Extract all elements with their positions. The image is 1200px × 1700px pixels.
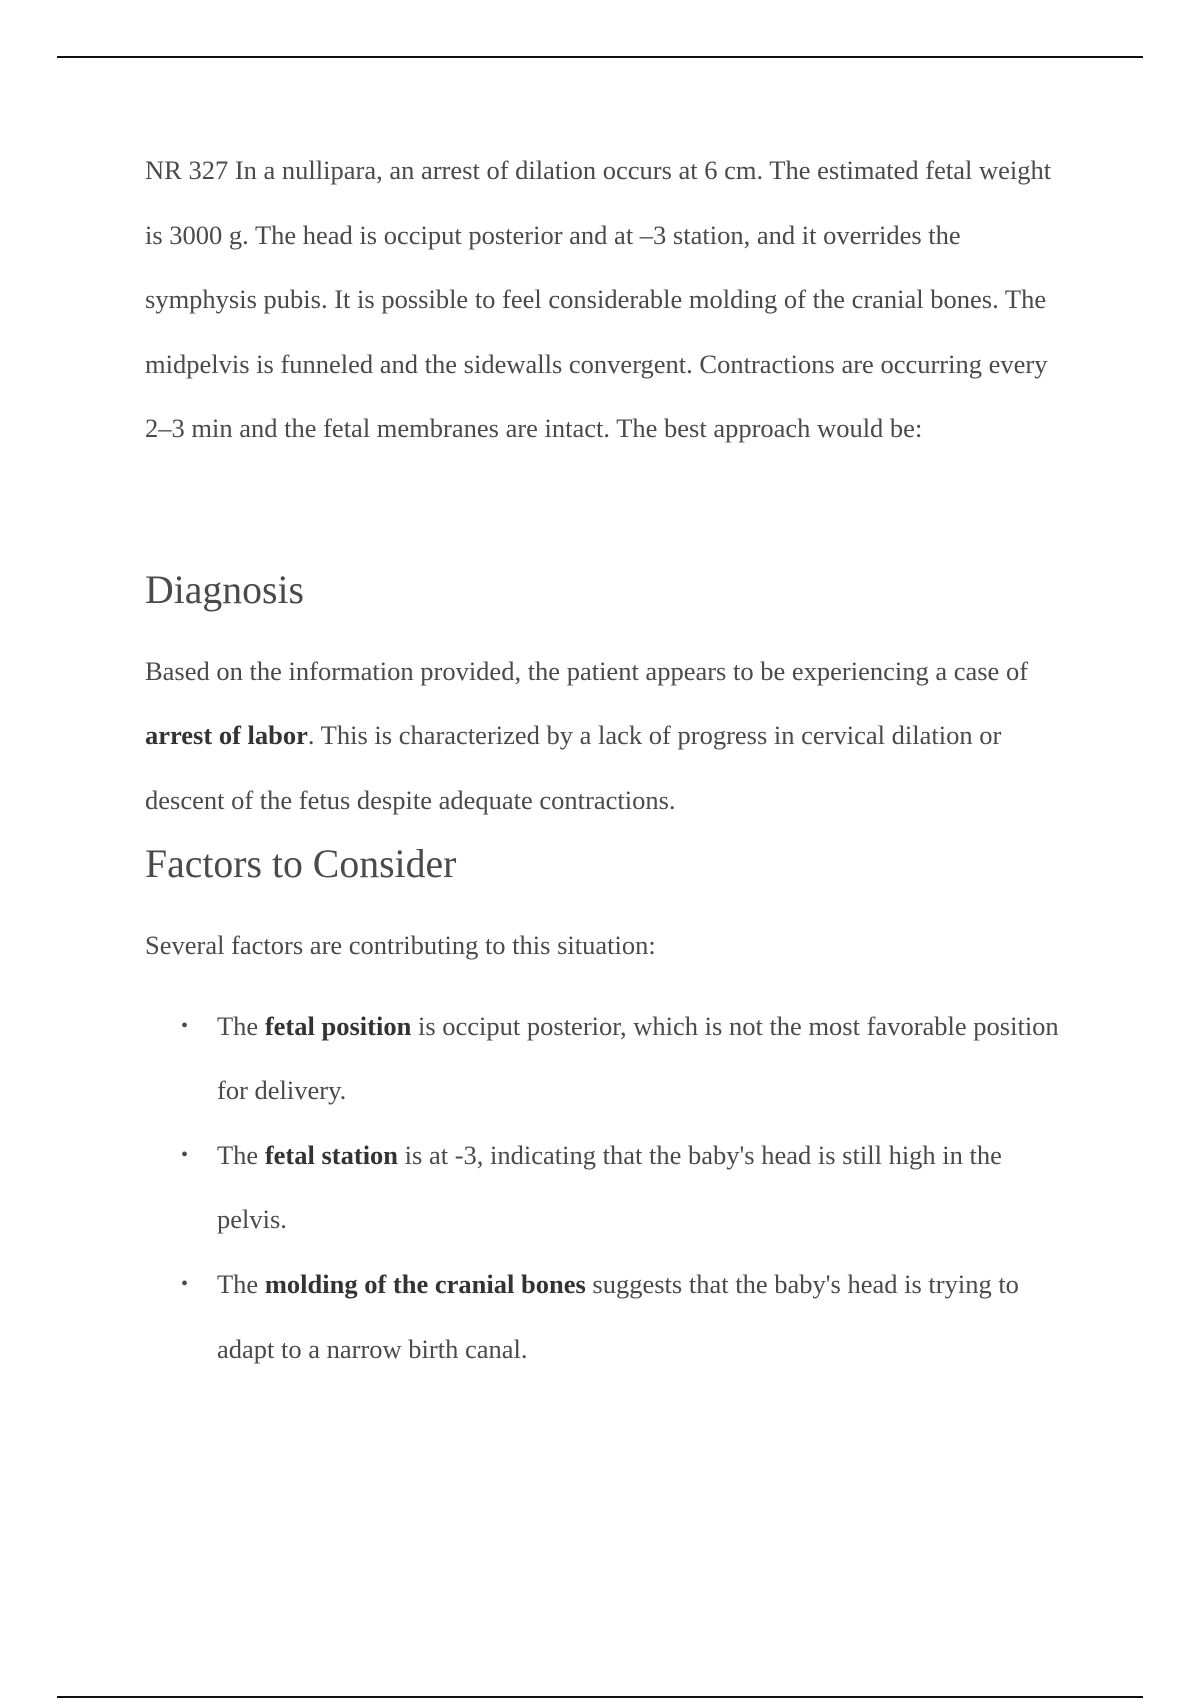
diagnosis-heading: Diagnosis [145,567,304,612]
list-item-bold: fetal position [264,1010,412,1041]
diagnosis-text-after: . This is characterized by a lack of progress in cervical dilation or descent of the fetus despite adequate contractions. [145,720,1002,815]
bullet-icon: • [181,1014,189,1037]
list-item-prefix: The [217,1268,265,1299]
question-paragraph: NR 327 In a nullipara, an arrest of dilation occurs at 6 cm. The estimated fetal weight is 3000 g. The head is occiput posterior and at –3 station, and it overrides the symphysis pubis. It is possible to feel considerable molding of the cranial bones. The midpelvis is funneled and the sidewalls convergent. Contractions are occurring every 2–3 min and the fetal membranes are intact. The best approach would be: [145,155,1052,444]
factors-heading: Factors to Consider [145,842,457,887]
list-item-rest: is at -3, indicating that the baby's head is still high in the pelvis. [217,1139,1002,1235]
diagnosis-text-before: Based on the information provided, the patient appears to be experiencing a case of [145,655,1029,686]
list-item [145,1123,1065,1252]
bullet-icon: • [181,1143,189,1166]
list-item-prefix: The [217,1010,265,1041]
list-item [145,1252,1065,1381]
diagnosis-bold-term: arrest of labor [145,720,308,751]
bullet-icon: • [181,1272,189,1295]
top-divider [57,56,1143,58]
factors-list [145,994,1065,1382]
list-item [145,994,1065,1123]
list-item-bold: molding of the cranial bones [264,1268,586,1299]
list-item-bold: fetal station [264,1139,399,1170]
factors-intro: Several factors are contributing to this situation: [145,929,656,960]
document-body [145,138,1065,1381]
bottom-divider [57,1696,1143,1698]
diagnosis-paragraph [145,639,1065,833]
list-item-prefix: The [217,1139,265,1170]
list-item-rest: is occiput posterior, which is not the most favorable position for delivery. [217,1010,1059,1106]
list-item-rest: suggests that the baby's head is trying to adapt to a narrow birth canal. [217,1268,1019,1364]
